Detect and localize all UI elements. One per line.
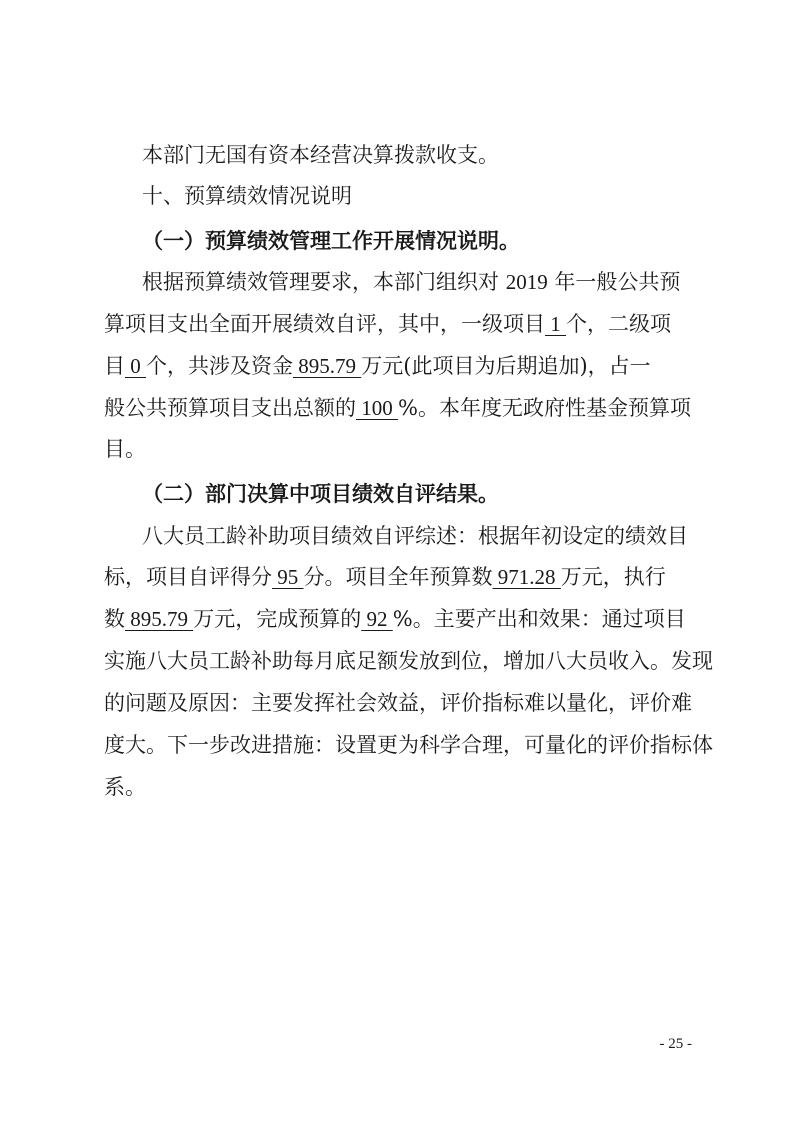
paragraph-2-line-3 [104,601,689,638]
executed-amount-value: 895.79 [125,607,194,631]
text: 根据预算绩效管理要求，本部门组织对 [142,270,499,294]
paragraph-2-line-7: 系。 [104,775,146,799]
page-number: - 25 - [659,1036,692,1052]
text: %。主要产出和效果：通过项目 [392,607,686,631]
text: 般公共预算项目支出总额的 [104,396,356,420]
text: 个，共涉及资金 [146,354,293,378]
paragraph-1-line-4 [104,390,689,427]
text: 分。项目全年预算数 [303,565,493,589]
text: 万元，完成预算的 [193,607,362,631]
paragraph-capital-operation: 本部门无国有资本经营决算拨款收支。 [142,143,499,167]
paragraph-1-line-1 [104,264,689,301]
level-two-count: 0 [125,354,146,378]
text: 标，项目自评得分 [104,565,272,589]
text: 万元(此项目为后期追加)，占一 [361,354,651,378]
text: 年一般公共预 [554,270,681,294]
subheading-one: （一）预算绩效管理工作开展情况说明。 [142,228,520,253]
paragraph-2-line-5: 的问题及原因：主要发挥社会效益，评价指标难以量化，评价难 [104,691,692,715]
paragraph-1-line-3 [104,348,689,385]
text: %。本年度无政府性基金预算项 [398,396,691,420]
completion-percent-value: 92 [361,607,393,631]
text: 万元，执行 [560,565,666,589]
paragraph-2-line-6: 度大。下一步改进措施：设置更为科学合理，可量化的评价指标体 [104,733,713,757]
paragraph-2-line-2 [104,559,689,596]
annual-budget-value: 971.28 [492,565,561,589]
year-value: 2019 [505,270,548,294]
section-heading-ten: 十、预算绩效情况说明 [142,184,352,208]
subheading-two: （二）部门决算中项目绩效自评结果。 [142,481,499,506]
paragraph-2-line-1: 八大员工龄补助项目绩效自评综述：根据年初设定的绩效目 [142,524,688,548]
total-funds-value: 895.79 [293,354,362,378]
percent-of-total-value: 100 [356,396,398,420]
paragraph-1-line-2 [104,306,689,343]
self-score-value: 95 [272,565,304,589]
level-one-count: 1 [545,312,566,336]
paragraph-2-line-4: 实施八大员工龄补助每月底足额发放到位，增加八大员收入。发现 [104,649,713,673]
text: 目 [104,354,125,378]
text: 数 [104,607,125,631]
paragraph-1-line-5: 目。 [104,437,146,461]
text: 个，二级项 [566,312,671,336]
text: 算项目支出全面开展绩效自评，其中，一级项目 [104,312,545,336]
